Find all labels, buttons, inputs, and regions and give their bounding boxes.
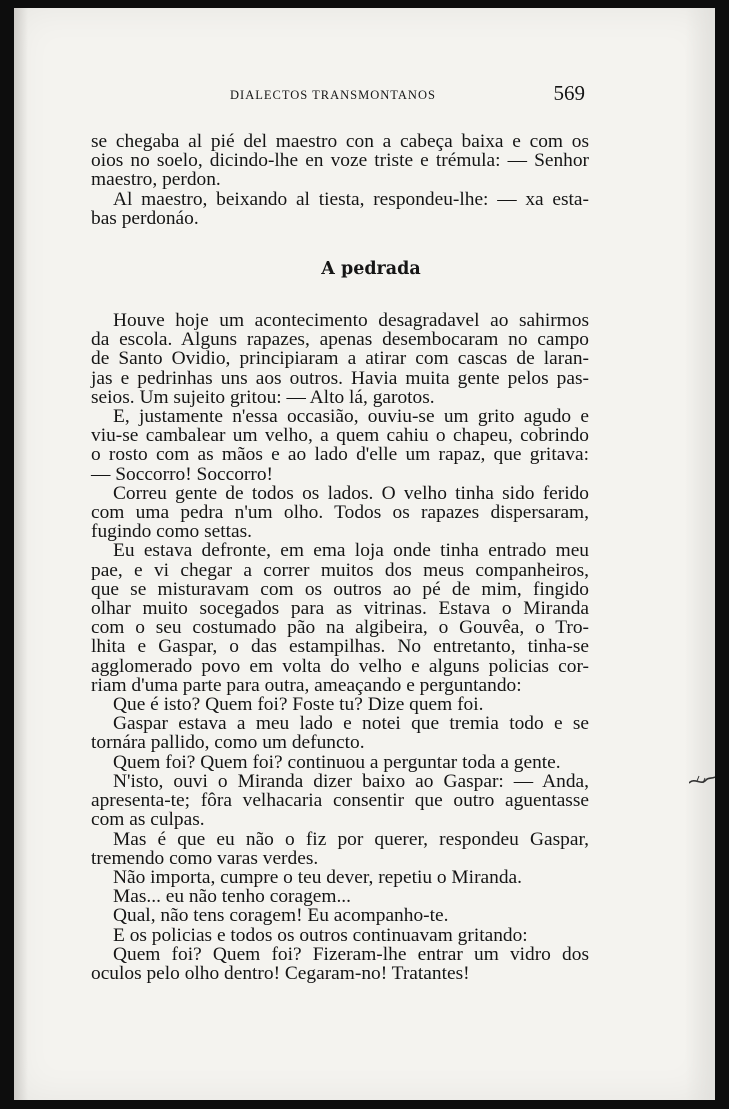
page-number: 569 <box>553 81 585 105</box>
text-line: tremendo como varas verdes. <box>91 847 319 869</box>
paragraph <box>91 945 589 983</box>
page-edge-shadow-right <box>685 8 715 1100</box>
text-line: com o seu costumado pão na algibeira, o Gouvêa, o Tro- <box>91 617 589 639</box>
intro-paragraphs <box>91 132 589 228</box>
text-line: bas perdonáo. <box>91 207 199 229</box>
story-paragraphs <box>91 311 589 983</box>
text-line: maestro, perdon. <box>91 169 221 191</box>
paragraph <box>91 772 589 830</box>
text-line: Gaspar estava a meu lado e notei que tremia todo e se <box>113 713 589 735</box>
running-title: DIALECTOS TRANSMONTANOS <box>230 88 436 102</box>
paragraph <box>91 407 589 484</box>
paragraph <box>91 190 589 228</box>
text-line: E os policias e todos os outros continuavam gritando: <box>113 924 528 946</box>
text-line: da escola. Alguns rapazes, apenas desembocaram no campo <box>91 329 589 351</box>
text-line: riam d'uma parte para outra, ameaçando e perguntando: <box>91 674 522 696</box>
text-line: com as culpas. <box>91 809 205 831</box>
text-line: Não importa, cumpre o teu dever, repetiu o Miranda. <box>113 866 522 888</box>
text-line: Mas... eu não tenho coragem... <box>113 886 351 908</box>
paragraph <box>91 906 589 925</box>
text-line: que se misturavam com os outros ao pé de mim, fingido <box>91 578 589 600</box>
text-line: Quem foi? Quem foi? continuou a perguntar toda a gente. <box>113 751 561 773</box>
paragraph <box>91 484 589 542</box>
text-line: de Santo Ovidio, principiaram a atirar com cascas de laran- <box>91 348 589 370</box>
paragraph <box>91 887 589 906</box>
text-line: jas e pedrinhas uns aos outros. Havia muita gente pelos pas- <box>91 367 589 389</box>
paragraph <box>91 830 589 868</box>
text-line: oios no soelo, dicindo-lhe en voze triste e trémula: — Senhor <box>91 150 589 172</box>
text-line: fugindo como settas. <box>91 521 253 543</box>
text-line: olhar muito socegados para as vitrinas. Estava o Miranda <box>91 598 589 620</box>
paragraph <box>91 926 589 945</box>
text-line: o rosto com as mãos e ao lado d'elle um rapaz, que gritava: <box>91 444 589 466</box>
text-line: apresenta-te; fôra velhacaria consentir que outro aguentasse <box>91 790 589 812</box>
text-line: tornára pallido, como um defuncto. <box>91 732 365 754</box>
running-head <box>91 68 589 105</box>
paragraph <box>91 541 589 695</box>
text-line: Quem foi? Quem foi? Fizeram-lhe entrar um vidro dos <box>113 943 589 965</box>
text-line: Que é isto? Quem foi? Foste tu? Dize quem foi. <box>113 694 484 716</box>
text-line: viu-se cambalear um velho, a quem cahiu o chapeu, cobrindo <box>91 425 589 447</box>
text-line: com uma pedra n'um olho. Todos os rapazes dispersaram, <box>91 502 589 524</box>
text-line: Correu gente de todos os lados. O velho tinha sido ferido <box>113 482 589 504</box>
paragraph <box>91 714 589 752</box>
text-line: Qual, não tens coragem! Eu acompanho-te. <box>113 905 449 927</box>
text-line: Houve hoje um acontecimento desagradavel ao sahirmos <box>113 310 589 332</box>
text-line: Mas é que eu não o fiz por querer, respondeu Gaspar, <box>113 828 589 850</box>
text-line: pae, e vi chegar a correr muitos dos meus companheiros, <box>91 559 589 581</box>
paragraph <box>91 753 589 772</box>
text-line: N'isto, ouvi o Miranda dizer baixo ao Gaspar: — Anda, <box>113 770 589 792</box>
paragraph <box>91 695 589 714</box>
text-line: seios. Um sujeito gritou: — Alto lá, garotos. <box>91 386 435 408</box>
section-title: A pedrada <box>321 259 421 280</box>
text-line: Eu estava defronte, em ema loja onde tinha entrado meu <box>113 540 589 562</box>
text-block <box>91 68 589 983</box>
paragraph <box>91 868 589 887</box>
text-line: lhita e Gaspar, o das estampilhas. No entretanto, tinha-se <box>91 636 589 658</box>
text-line: agglomerado povo em volta do velho e alguns policias cor- <box>91 655 589 677</box>
paragraph <box>91 311 589 407</box>
text-line: Al maestro, beixando al tiesta, respondeu-lhe: — xa esta- <box>113 188 589 210</box>
text-line: E, justamente n'essa occasião, ouviu-se um grito agudo e <box>113 406 589 428</box>
text-line: se chegaba al pié del maestro con a cabeça baixa e com os <box>91 131 589 152</box>
text-line: oculos pelo olho dentro! Cegaram-no! Tratantes! <box>91 962 470 984</box>
margin-ornament-icon <box>689 774 715 788</box>
text-line: — Soccorro! Soccorro! <box>91 463 273 485</box>
paragraph <box>91 132 589 190</box>
page-edge-shadow-left <box>14 8 28 1100</box>
